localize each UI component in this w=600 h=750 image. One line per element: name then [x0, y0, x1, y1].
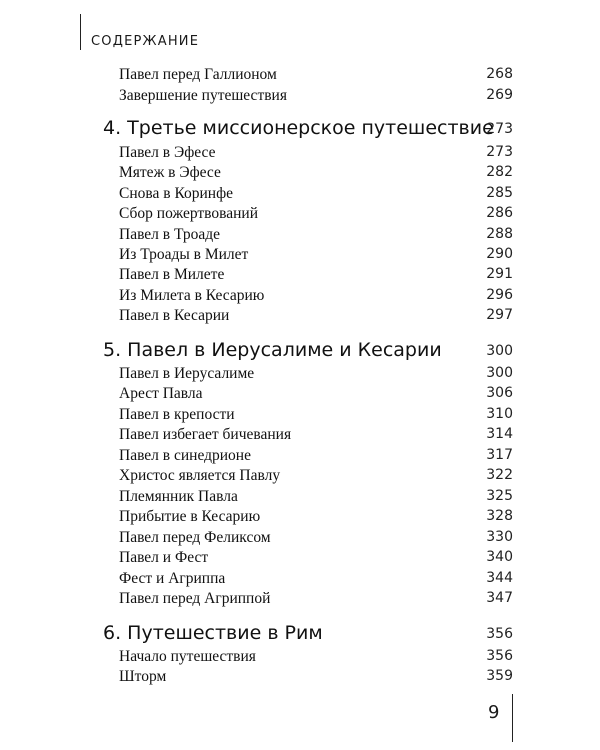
header-rule	[80, 14, 81, 50]
toc-entry[interactable]	[0, 549, 600, 571]
toc-entry-page: 268	[486, 66, 513, 82]
toc-entry-page: 314	[486, 426, 513, 442]
toc-entry[interactable]	[0, 508, 600, 530]
page-number: 9	[488, 702, 500, 723]
toc-entry-title: Снова в Коринфе	[119, 185, 234, 202]
toc-entry-page: 317	[486, 447, 513, 463]
toc-entry-page: 297	[486, 307, 513, 323]
toc-entry[interactable]	[0, 529, 600, 551]
toc-entry[interactable]	[0, 447, 600, 469]
toc-entry-title: Племянник Павла	[119, 488, 238, 505]
toc-entry-title: Павел перед Агриппой	[119, 590, 271, 607]
toc-entry[interactable]	[0, 185, 600, 207]
toc-entry[interactable]	[0, 164, 600, 186]
toc-entry-page: 282	[486, 164, 513, 180]
toc-entry-title: Христос является Павлу	[119, 467, 281, 484]
chapter-title: 5. Павел в Иерусалиме и Кесарии	[103, 339, 442, 361]
toc-entry-page: 330	[486, 529, 513, 545]
toc-entry[interactable]	[0, 365, 600, 387]
toc-entry[interactable]	[0, 406, 600, 428]
toc-entry-page: 340	[486, 549, 513, 565]
toc-entry[interactable]	[0, 570, 600, 592]
toc-entry-page: 356	[486, 648, 513, 664]
toc-entry-title: Павел в Троаде	[119, 226, 221, 243]
toc-entry-page: 269	[486, 87, 513, 103]
toc-entry-title: Павел перед Галлионом	[119, 66, 277, 83]
chapter-page: 273	[486, 121, 513, 137]
toc-entry[interactable]	[0, 226, 600, 248]
toc-entry-title: Павел в Иерусалиме	[119, 365, 255, 382]
toc-entry-title: Начало путешествия	[119, 648, 256, 665]
chapter-title: 6. Путешествие в Рим	[103, 622, 323, 644]
toc-entry[interactable]	[0, 266, 600, 288]
chapter-title: 4. Третье миссионерское путешествие	[103, 117, 494, 139]
toc-entry[interactable]	[0, 287, 600, 309]
toc-entry-page: 325	[486, 488, 513, 504]
toc-entry-page: 300	[486, 365, 513, 381]
toc-entry-title: Арест Павла	[119, 385, 203, 402]
toc-entry-title: Павел перед Феликсом	[119, 529, 271, 546]
toc-entry-page: 310	[486, 406, 513, 422]
chapter-heading-6[interactable]	[0, 622, 600, 650]
toc-entry-title: Из Троады в Милет	[119, 246, 249, 263]
toc-entry-page: 347	[486, 590, 513, 606]
toc-entry-page: 306	[486, 385, 513, 401]
toc-entry[interactable]	[0, 307, 600, 329]
toc-entry[interactable]	[0, 426, 600, 448]
toc-entry[interactable]	[0, 385, 600, 407]
toc-entry-title: Павел в Эфесе	[119, 144, 216, 161]
toc-entry-page: 288	[486, 226, 513, 242]
chapter-heading-5[interactable]	[0, 339, 600, 367]
toc-entry[interactable]	[0, 668, 600, 690]
toc-entry-page: 344	[486, 570, 513, 586]
toc-entry-page: 328	[486, 508, 513, 524]
toc-entry-page: 322	[486, 467, 513, 483]
toc-entry-title: Павел и Фест	[119, 549, 209, 566]
toc-entry[interactable]	[0, 246, 600, 268]
toc-entry-page: 291	[486, 266, 513, 282]
footer-rule	[512, 694, 513, 742]
toc-entry[interactable]	[0, 590, 600, 612]
toc-entry[interactable]	[0, 467, 600, 489]
toc-entry-page: 359	[486, 668, 513, 684]
toc-entry-title: Фест и Агриппа	[119, 570, 226, 587]
chapter-page: 300	[486, 343, 513, 359]
toc-entry-title: Павел в Милете	[119, 266, 225, 283]
chapter-heading-4[interactable]	[0, 117, 600, 145]
running-header: СОДЕРЖАНИЕ	[91, 34, 200, 49]
toc-entry-page: 285	[486, 185, 513, 201]
toc-entry-title: Завершение путешествия	[119, 87, 287, 104]
toc-entry-page: 286	[486, 205, 513, 221]
toc-entry-page: 296	[486, 287, 513, 303]
toc-entry-title: Мятеж в Эфесе	[119, 164, 221, 181]
toc-entry-title: Прибытие в Кесарию	[119, 508, 261, 525]
toc-entry-title: Павел в синедрионе	[119, 447, 251, 464]
toc-entry[interactable]	[0, 648, 600, 670]
toc-entry[interactable]	[0, 66, 600, 88]
toc-entry-title: Сбор пожертвований	[119, 205, 258, 222]
chapter-page: 356	[486, 626, 513, 642]
toc-entry-page: 273	[486, 144, 513, 160]
toc-entry-title: Из Милета в Кесарию	[119, 287, 265, 304]
toc-entry[interactable]	[0, 205, 600, 227]
toc-entry-title: Шторм	[119, 668, 167, 685]
toc-entry-title: Павел в крепости	[119, 406, 235, 423]
toc-entry-page: 290	[486, 246, 513, 262]
toc-entry[interactable]	[0, 144, 600, 166]
toc-entry[interactable]	[0, 488, 600, 510]
toc-entry-title: Павел в Кесарии	[119, 307, 230, 324]
toc-entry-title: Павел избегает бичевания	[119, 426, 292, 443]
toc-entry[interactable]	[0, 87, 600, 109]
